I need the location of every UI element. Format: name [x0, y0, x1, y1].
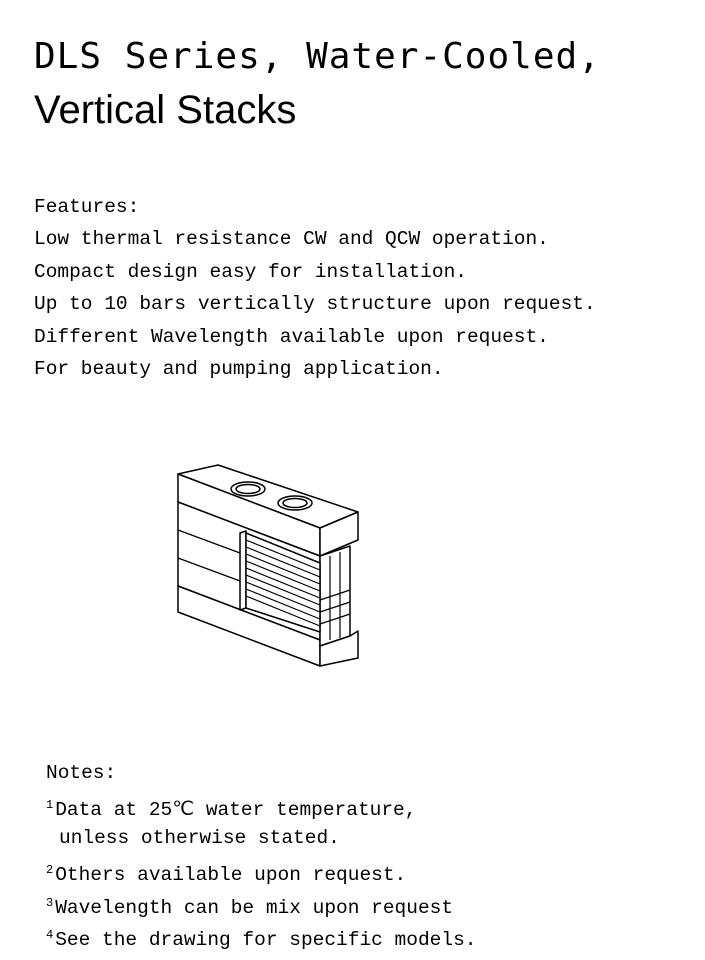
title-line-2: Vertical Stacks [34, 88, 297, 132]
footnote-mark: 2 [46, 863, 54, 878]
feature-item: Different Wavelength available upon request. [34, 325, 549, 348]
footnote-mark: 1 [46, 798, 54, 813]
note-text: Others available upon request. [55, 864, 407, 887]
note-item [46, 822, 476, 854]
notes-heading: Notes: [46, 762, 117, 784]
note-item [46, 789, 476, 821]
stack-drawing [170, 460, 370, 675]
feature-item: Compact design easy for installation. [34, 260, 467, 283]
feature-item: For beauty and pumping application. [34, 357, 444, 380]
note-text: unless otherwise stated. [59, 826, 340, 849]
feature-item: Up to 10 bars vertically structure upon request. [34, 293, 596, 316]
title-line-1: DLS Series, Water-Cooled, [34, 36, 601, 77]
notes-section [46, 757, 476, 951]
note-text: Data at 25℃ water temperature, [55, 799, 417, 822]
note-item [46, 919, 476, 951]
footnote-mark: 3 [46, 895, 54, 910]
note-text: Wavelength can be mix upon request [55, 896, 454, 919]
note-item [46, 887, 476, 919]
footnote-mark: 4 [46, 927, 54, 942]
feature-item: Low thermal resistance CW and QCW operation. [34, 228, 549, 251]
note-item [46, 854, 476, 886]
features-section [34, 191, 596, 385]
note-text: See the drawing for specific models. [55, 928, 477, 951]
features-heading: Features: [34, 196, 140, 218]
